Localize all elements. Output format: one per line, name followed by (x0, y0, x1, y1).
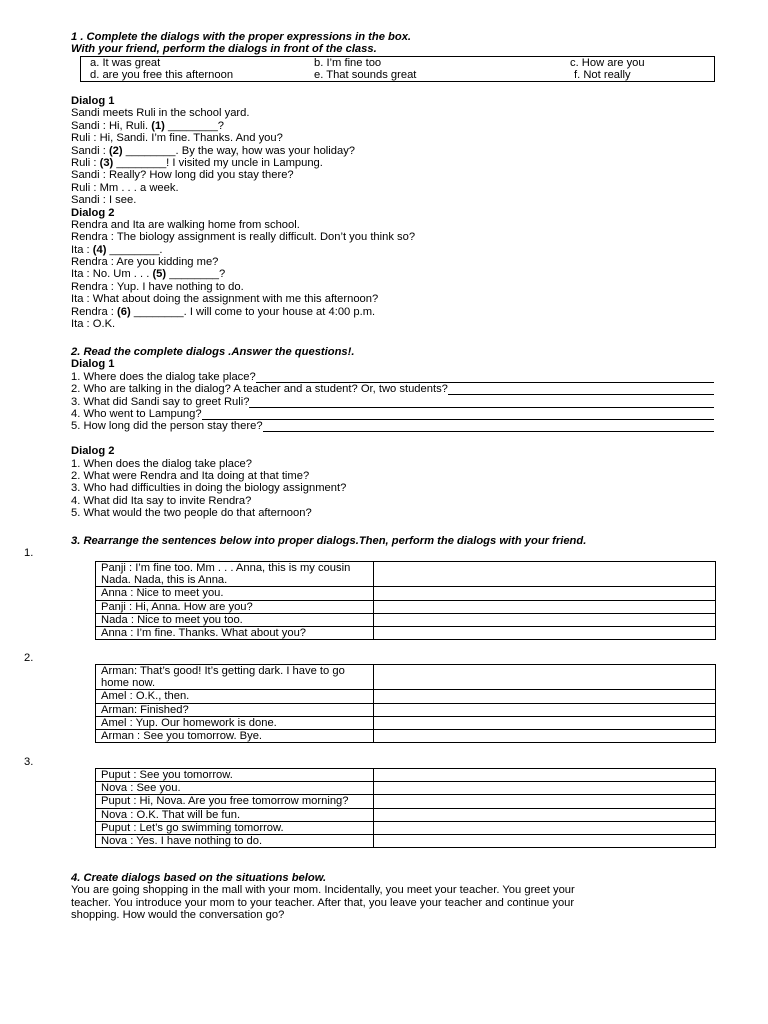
answer-cell[interactable] (374, 587, 716, 600)
blank-number: (2) (108, 144, 123, 157)
question-line (71, 383, 714, 395)
option-f: f. Not really (574, 69, 631, 81)
dialog-text: Ita : O.K. (71, 318, 116, 331)
answer-cell[interactable] (374, 782, 716, 795)
dialog-sentence: Puput : Hi, Nova. Are you free tomorrow morning? (96, 795, 374, 808)
answer-cell[interactable] (374, 613, 716, 626)
option-e: e. That sounds great (314, 69, 417, 81)
dialog-1-line (71, 145, 721, 157)
section-3 (71, 535, 721, 547)
dialog-1-heading: Dialog 1 (71, 95, 115, 107)
table-row (96, 835, 716, 848)
table-row (96, 730, 716, 743)
answer-cell[interactable] (374, 821, 716, 834)
answer-cell[interactable] (374, 808, 716, 821)
dialog-text: ________! I visited my uncle in Lampung. (113, 156, 323, 169)
dialog-sentence: Puput : See you tomorrow. (96, 769, 374, 782)
blank-number: (3) (99, 156, 114, 169)
rearrange-table-3 (95, 768, 716, 848)
dialog-2-line (71, 281, 721, 293)
question-text: 3. Who had difficulties in doing the biology assignment? (71, 482, 347, 495)
dialog-text: Rendra : (71, 305, 118, 318)
question-text: 2. Who are talking in the dialog? A teacher and a student? Or, two students? (71, 383, 448, 396)
table-row (96, 716, 716, 729)
section-4-title: 4. Create dialogs based on the situations below. (71, 872, 327, 884)
table-row (96, 782, 716, 795)
dialog-text: Ita : No. Um . . . (71, 268, 153, 281)
table-1-number: 1. (24, 547, 34, 559)
dialog-2-line (71, 231, 721, 243)
table-row (96, 795, 716, 808)
question-text: 4. What did Ita say to invite Rendra? (71, 494, 252, 507)
dialog-text: Sandi : Really? How long did you stay there? (71, 169, 294, 182)
question-line (71, 507, 714, 519)
blank-number: (5) (152, 268, 167, 281)
table-row (96, 613, 716, 626)
answer-cell[interactable] (374, 835, 716, 848)
section-2-dialog-1-questions (71, 371, 721, 433)
option-c: c. How are you (570, 57, 645, 69)
dialog-text: Sandi meets Ruli in the school yard. (71, 107, 250, 120)
dialog-2-line (71, 256, 721, 268)
dialog-1-line (71, 120, 721, 132)
dialog-1-line (71, 182, 721, 194)
dialog-text: ________. (106, 243, 163, 256)
section-2-dialog-2-questions (71, 458, 721, 520)
table-row (96, 562, 716, 587)
dialog-sentence: Nova : O.K. That will be fun. (96, 808, 374, 821)
table-row (96, 665, 716, 690)
dialog-2-line (71, 293, 721, 305)
question-text: 1. When does the dialog take place? (71, 457, 252, 470)
dialog-text: Sandi : Hi, Ruli. (71, 119, 152, 132)
table-row (96, 600, 716, 613)
question-line (71, 458, 714, 470)
dialog-text: ________? (164, 119, 225, 132)
option-a: a. It was great (90, 57, 161, 69)
dialog-1-line (71, 169, 721, 181)
dialog-text: Ruli : Mm . . . a week. (71, 181, 179, 194)
answer-cell[interactable] (374, 730, 716, 743)
dialog-sentence: Nova : Yes. I have nothing to do. (96, 835, 374, 848)
answer-cell[interactable] (374, 703, 716, 716)
question-text: 5. How long did the person stay there? (71, 420, 263, 433)
answer-blank[interactable] (263, 420, 714, 432)
dialog-text: Rendra and Ita are walking home from school. (71, 218, 300, 231)
dialog-text: Rendra : The biology assignment is really difficult. Don’t you think so? (71, 231, 416, 244)
question-line (71, 420, 714, 432)
answer-cell[interactable] (374, 716, 716, 729)
dialog-text: ________. By the way, how was your holiday? (122, 144, 356, 157)
dialog-2-line (71, 318, 721, 330)
dialog-sentence: Panji : I’m fine too. Mm . . . Anna, this is my cousin Nada. Nada, this is Anna. (96, 562, 374, 587)
dialog-text: ________? (166, 268, 226, 281)
question-line (71, 396, 714, 408)
dialog-sentence: Arman: Finished? (96, 703, 374, 716)
answer-cell[interactable] (374, 795, 716, 808)
section-4-body-line: You are going shopping in the mall with your mom. Incidentally, you meet your teacher. You greet your (71, 884, 575, 897)
question-text: 4. Who went to Lampung? (71, 407, 202, 420)
answer-cell[interactable] (374, 690, 716, 703)
blank-number: (4) (92, 243, 107, 256)
section-2-title: 2. Read the complete dialogs .Answer the questions!. (71, 346, 355, 358)
section-2-dialog-2-heading: Dialog 2 (71, 445, 115, 458)
dialog-text: Ita : What about doing the assignment with me this afternoon? (71, 293, 379, 306)
dialog-1-line (71, 194, 721, 206)
section-4 (71, 872, 721, 922)
dialog-2-lines (71, 219, 721, 331)
question-line (71, 470, 714, 482)
dialog-1-lines (71, 107, 721, 206)
table-row (96, 703, 716, 716)
dialog-2-heading: Dialog 2 (71, 206, 115, 219)
question-line (71, 408, 714, 420)
blank-number: (1) (151, 119, 165, 132)
answer-blank[interactable] (249, 396, 714, 408)
question-line (71, 371, 714, 383)
dialog-2-line (71, 219, 721, 231)
dialog-sentence: Amel : O.K., then. (96, 690, 374, 703)
table-2-number: 2. (24, 652, 34, 664)
table-row (96, 821, 716, 834)
dialog-text: Ruli : Hi, Sandi. I’m fine. Thanks. And you? (71, 132, 283, 145)
dialog-sentence: Anna : I’m fine. Thanks. What about you? (96, 627, 374, 640)
table-row (96, 769, 716, 782)
dialog-1-line (71, 157, 721, 169)
dialog-sentence: Nova : See you. (96, 782, 374, 795)
dialog-sentence: Arman: That’s good! It’s getting dark. I have to go home now. (96, 665, 374, 690)
dialog-text: Ruli : (71, 156, 100, 169)
answer-cell[interactable] (374, 600, 716, 613)
option-b: b. I’m fine too (314, 57, 382, 69)
answer-cell[interactable] (374, 562, 716, 587)
section-2-dialog-1-heading: Dialog 1 (71, 358, 115, 371)
question-line (71, 495, 714, 507)
answer-cell[interactable] (374, 627, 716, 640)
section-4-body-line: shopping. How would the conversation go? (71, 909, 285, 922)
question-text: 3. What did Sandi say to greet Ruli? (71, 395, 250, 408)
dialog-1 (71, 95, 721, 330)
section-3-title: 3. Rearrange the sentences below into proper dialogs.Then, perform the dialogs with your friend. (71, 535, 587, 547)
answer-blank[interactable] (448, 383, 714, 395)
section-1-title: 1 . Complete the dialogs with the proper expressions in the box. (71, 31, 412, 43)
table-row (96, 627, 716, 640)
table-3-number: 3. (24, 756, 34, 768)
question-text: 5. What would the two people do that afternoon? (71, 507, 312, 520)
dialog-text: Rendra : Are you kidding me? (71, 256, 219, 269)
dialog-2-line (71, 244, 721, 256)
question-line (71, 482, 714, 494)
table-row (96, 690, 716, 703)
section-1-header (71, 31, 721, 56)
dialog-sentence: Panji : Hi, Anna. How are you? (96, 600, 374, 613)
question-text: 1. Where does the dialog take place? (71, 370, 256, 383)
dialog-sentence: Amel : Yup. Our homework is done. (96, 716, 374, 729)
dialog-text: Sandi : (71, 144, 109, 157)
rearrange-table-2 (95, 664, 716, 743)
section-4-body-line: teacher. You introduce your mom to your teacher. After that, you leave your teacher and continue your (71, 896, 575, 909)
dialog-text: ________. I will come to your house at 4:00 p.m. (130, 305, 376, 318)
dialog-sentence: Nada : Nice to meet you too. (96, 613, 374, 626)
section-2 (71, 346, 721, 519)
answer-blank[interactable] (256, 371, 714, 383)
answer-cell[interactable] (374, 769, 716, 782)
rearrange-table-1 (95, 561, 716, 640)
dialog-2-line (71, 306, 721, 318)
dialog-text: Ita : (71, 243, 93, 256)
option-d: d. are you free this afternoon (90, 69, 234, 81)
table-row (96, 587, 716, 600)
answer-cell[interactable] (374, 665, 716, 690)
answer-blank[interactable] (202, 408, 714, 420)
section-4-body (71, 884, 721, 921)
expression-box (80, 56, 715, 82)
blank-number: (6) (117, 305, 131, 318)
question-text: 2. What were Rendra and Ita doing at that time? (71, 469, 310, 482)
dialog-sentence: Anna : Nice to meet you. (96, 587, 374, 600)
dialog-2-line (71, 268, 721, 280)
dialog-text: Rendra : Yup. I have nothing to do. (71, 280, 244, 293)
section-1-subtitle: With your friend, perform the dialogs in front of the class. (71, 43, 377, 56)
dialog-sentence: Puput : Let’s go swimming tomorrow. (96, 821, 374, 834)
table-row (96, 808, 716, 821)
dialog-sentence: Arman : See you tomorrow. Bye. (96, 730, 374, 743)
dialog-1-line (71, 132, 721, 144)
dialog-1-line (71, 107, 721, 119)
dialog-text: Sandi : I see. (71, 194, 137, 207)
